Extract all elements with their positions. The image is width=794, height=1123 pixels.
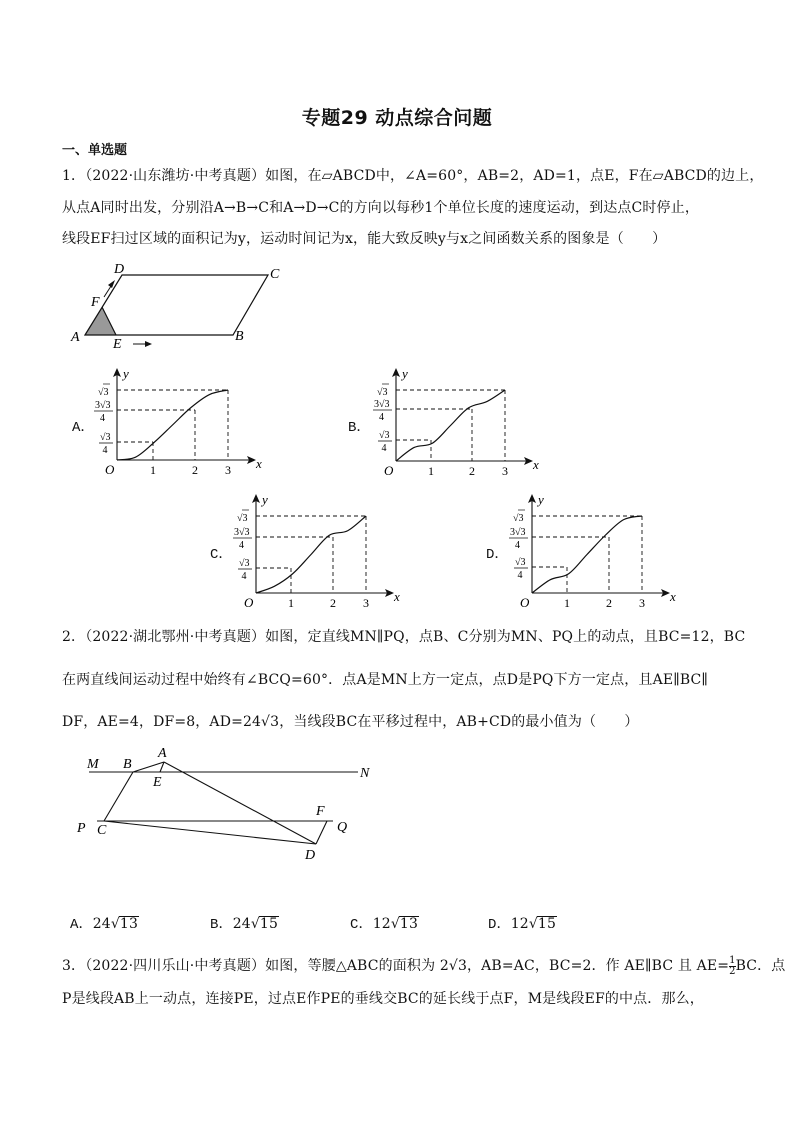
- x-axis-label: x: [256, 456, 262, 471]
- y-tick-sqrt3: √3: [377, 387, 388, 398]
- y-tick-numerator: 3√3: [510, 527, 526, 538]
- x-tick-label: 3: [225, 463, 231, 477]
- q1-text-line-2: 从点A同时出发，分别沿A→B→C和A→D→C的方向以每秒1个单位长度的速度运动，到达点C时停止，: [62, 200, 700, 216]
- q2-option-d[interactable]: D．12√15: [488, 916, 557, 933]
- origin-label: O: [520, 595, 530, 610]
- fraction-one-half: $\frac{1}{2}$: [729, 954, 736, 977]
- y-tick-sqrt3: √3: [513, 513, 524, 524]
- label-A: A: [71, 330, 80, 345]
- y-tick-sqrt3: √3: [98, 387, 109, 398]
- y-tick-denominator: 4: [381, 443, 387, 454]
- origin-label: O: [384, 463, 394, 478]
- x-tick-label: 1: [428, 464, 434, 478]
- origin-label: O: [105, 462, 115, 477]
- label-A: A: [158, 746, 167, 761]
- origin-label: O: [244, 595, 254, 610]
- y-tick-denominator: 4: [379, 412, 384, 423]
- x-tick-label: 1: [564, 596, 570, 610]
- label-D: D: [305, 848, 316, 863]
- label-C: C: [270, 267, 280, 282]
- y-tick-denominator: 4: [102, 445, 108, 456]
- x-tick-label: 1: [288, 596, 294, 610]
- y-tick-denominator: 4: [100, 413, 105, 424]
- q2-text-line-2: 在两直线间运动过程中始终有∠BCQ=60°．点A是MN上方一定点，点D是PQ下方一定点，且AE∥BC∥: [62, 672, 709, 688]
- y-tick-numerator: 3√3: [234, 527, 250, 538]
- y-axis-label: y: [402, 366, 408, 381]
- label-B: B: [123, 757, 132, 772]
- label-M: M: [87, 757, 99, 772]
- y-tick-denominator: 4: [517, 570, 523, 581]
- y-tick-numerator: 3√3: [374, 399, 390, 410]
- y-tick-denominator: 4: [241, 571, 247, 582]
- x-tick-label: 2: [330, 596, 336, 610]
- q3-text-line-2: P是线段AB上一动点，连接PE，过点E作PE的垂线交BC的延长线于点F，M是线段EF的中点．那么，: [62, 991, 704, 1007]
- y-tick-numerator: √3: [239, 558, 250, 569]
- y-tick-sqrt3: √3: [237, 513, 248, 524]
- q2-text-line-3: DF，AE=4，DF=8，AD=24√3，当线段BC在平移过程中，AB+CD的最小值为（ ）: [62, 714, 639, 730]
- label-F: F: [91, 295, 100, 310]
- y-tick-denominator: 4: [239, 540, 244, 551]
- label-N: N: [360, 766, 370, 781]
- q1-text-line-3: 线段EF扫过区域的面积记为y，运动时间记为x，能大致反映y与x之间函数关系的图象是（ ）: [62, 231, 667, 247]
- q2-option-b[interactable]: B．24√15: [210, 916, 279, 933]
- section-heading: 一、单选题: [62, 143, 128, 158]
- y-tick-denominator: 4: [515, 540, 520, 551]
- q1-option-d-label[interactable]: D．: [486, 547, 509, 563]
- label-P: P: [77, 821, 86, 836]
- x-axis-label: x: [394, 589, 400, 604]
- x-tick-label: 3: [363, 596, 369, 610]
- x-tick-label: 3: [639, 596, 645, 610]
- label-E: E: [113, 337, 122, 352]
- label-Q: Q: [337, 820, 348, 835]
- y-axis-label: y: [123, 366, 129, 381]
- y-tick-numerator: 3√3: [95, 400, 111, 411]
- x-tick-label: 1: [150, 463, 156, 477]
- q1-option-b-label[interactable]: B．: [348, 420, 371, 436]
- label-E: E: [153, 775, 162, 790]
- y-tick-numerator: √3: [515, 557, 526, 568]
- x-axis-label: x: [670, 589, 676, 604]
- label-C: C: [97, 823, 107, 838]
- label-F: F: [316, 804, 325, 819]
- q1-option-c-label[interactable]: C．: [210, 547, 233, 563]
- y-tick-numerator: √3: [100, 432, 111, 443]
- q1-option-a-label[interactable]: A．: [72, 420, 95, 436]
- q2-option-c[interactable]: C．12√13: [350, 916, 419, 933]
- q1-text-line-1: 1．（2022·山东潍坊·中考真题）如图，在▱ABCD中，∠A=60°，AB=2，AD=1，点E，F在▱ABCD的边上，: [62, 168, 764, 184]
- x-tick-label: 2: [469, 464, 475, 478]
- x-axis-label: x: [533, 457, 539, 472]
- page-title: 专题29 动点综合问题: [301, 107, 493, 129]
- q3-text-line-1: 3．（2022·四川乐山·中考真题）如图，等腰△ABC的面积为 2√3，AB=AC，BC=2．作 AE∥BC 且 AE= $\frac{1}{2}$ BC．点: [62, 954, 786, 977]
- x-tick-label: 2: [606, 596, 612, 610]
- label-B: B: [235, 329, 244, 344]
- x-tick-label: 2: [192, 463, 198, 477]
- q2-option-a[interactable]: A．24√13: [70, 916, 139, 933]
- label-D: D: [114, 262, 125, 277]
- y-axis-label: y: [538, 492, 544, 507]
- y-tick-numerator: √3: [379, 430, 390, 441]
- q2-text-line-1: 2．（2022·湖北鄂州·中考真题）如图，定直线MN∥PQ，点B、C分别为MN、PQ上的动点，且BC=12，BC: [62, 629, 746, 645]
- x-tick-label: 3: [502, 464, 508, 478]
- y-axis-label: y: [262, 492, 268, 507]
